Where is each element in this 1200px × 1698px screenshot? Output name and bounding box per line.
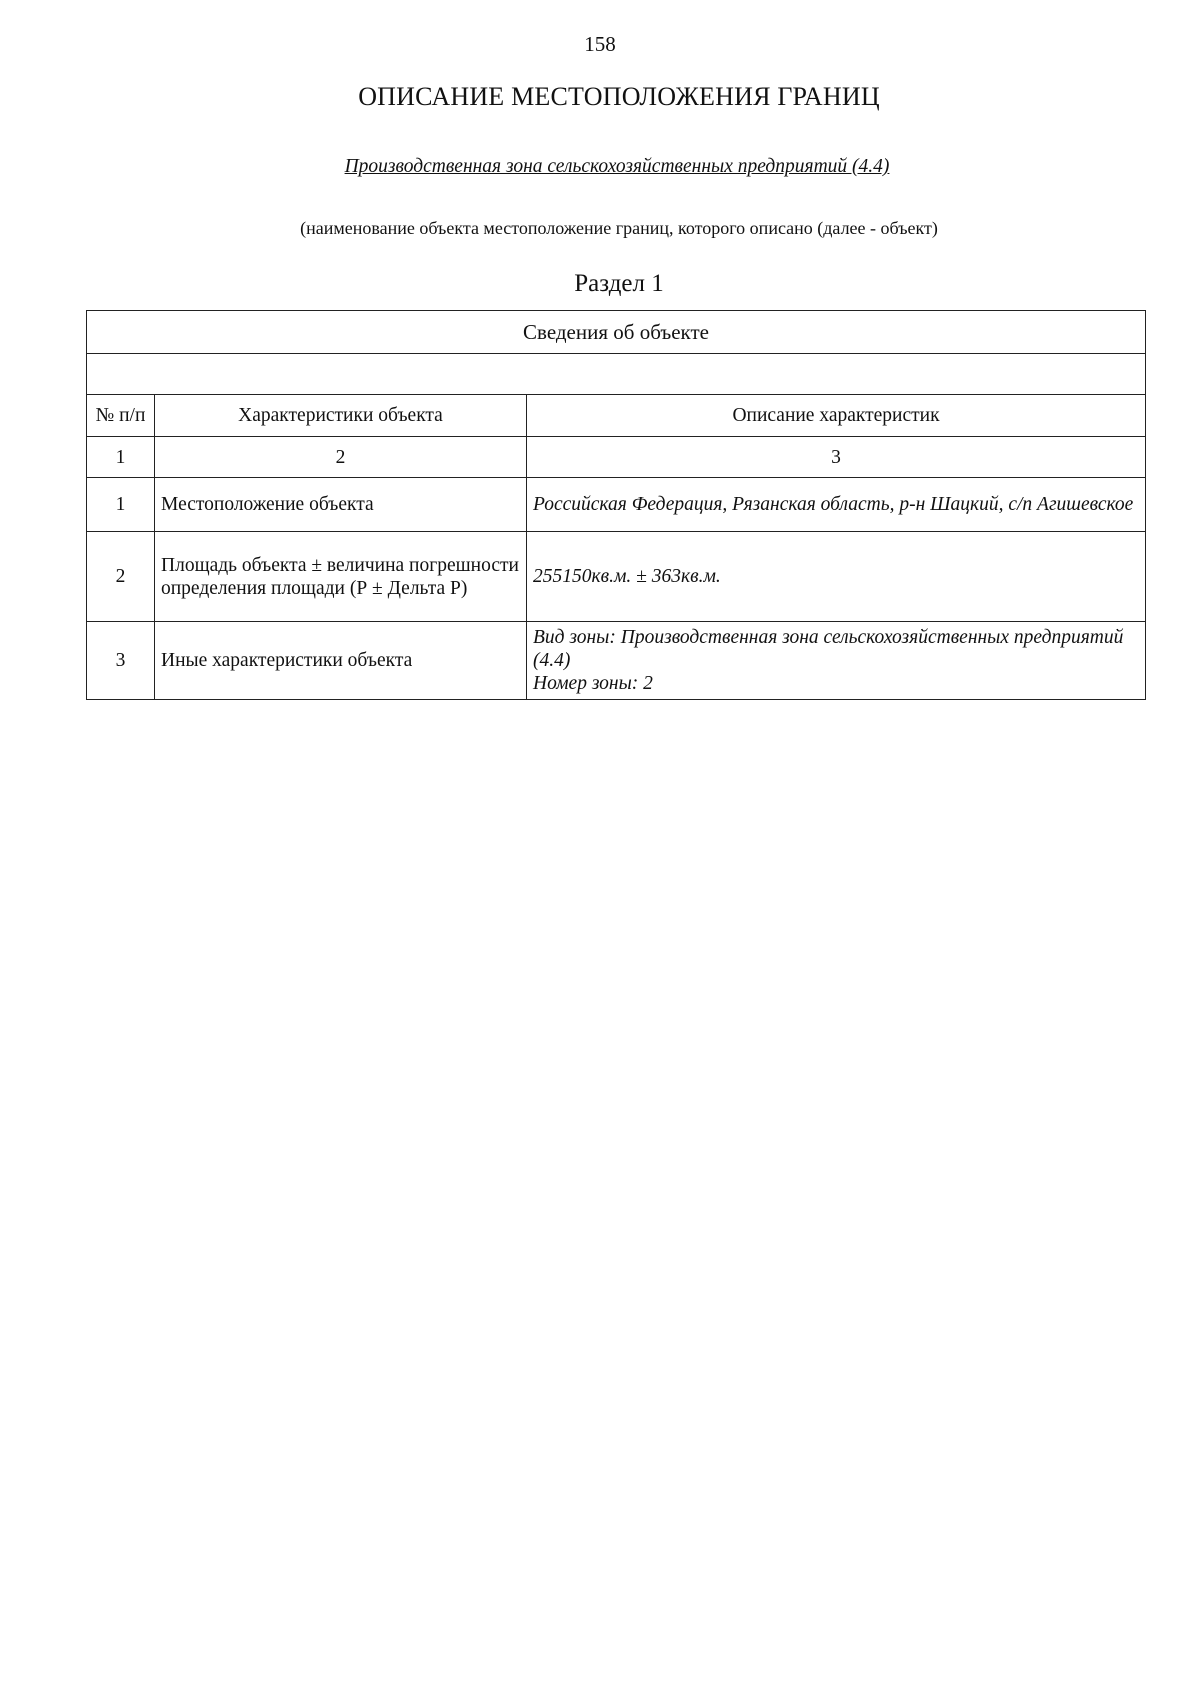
description-line: 255150кв.м. ± 363кв.м.	[533, 566, 721, 587]
table-caption: Сведения об объекте	[87, 311, 1146, 354]
column-number-1: 1	[87, 437, 155, 478]
row-characteristic: Местоположение объекта	[155, 478, 527, 532]
row-num: 3	[87, 622, 155, 700]
object-info-table	[86, 310, 1146, 700]
table-column-number-row	[87, 437, 1146, 478]
header-description: Описание характеристик	[527, 395, 1146, 437]
table-row	[87, 532, 1146, 622]
object-name-caption: (наименование объекта местоположение границ, которого описано (далее - объект)	[300, 218, 938, 238]
row-characteristic: Площадь объекта ± величина погрешности определения площади (Р ± Дельта Р)	[155, 532, 527, 622]
row-num: 1	[87, 478, 155, 532]
description-line: Вид зоны: Производственная зона сельскохозяйственных предприятий (4.4)	[533, 627, 1124, 671]
header-characteristic: Характеристики объекта	[155, 395, 527, 437]
header-num: № п/п	[87, 395, 155, 437]
column-number-2: 2	[155, 437, 527, 478]
table-row	[87, 478, 1146, 532]
row-description	[527, 478, 1146, 532]
table-row	[87, 622, 1146, 700]
row-characteristic: Иные характеристики объекта	[155, 622, 527, 700]
page-number: 158	[584, 32, 616, 56]
table-header-row	[87, 395, 1146, 437]
table-empty-row	[87, 354, 1146, 395]
row-description	[527, 532, 1146, 622]
row-description	[527, 622, 1146, 700]
table-empty-cell	[87, 354, 1146, 395]
row-num: 2	[87, 532, 155, 622]
object-name: Производственная зона сельскохозяйственных предприятий (4.4)	[344, 156, 890, 177]
description-line: Номер зоны: 2	[533, 673, 653, 694]
table-caption-row	[87, 311, 1146, 354]
section-title: Раздел 1	[574, 270, 664, 297]
document-title: ОПИСАНИЕ МЕСТОПОЛОЖЕНИЯ ГРАНИЦ	[358, 82, 880, 111]
column-number-3: 3	[527, 437, 1146, 478]
description-line: Российская Федерация, Рязанская область, р-н Шацкий, с/п Агишевское	[533, 494, 1134, 515]
